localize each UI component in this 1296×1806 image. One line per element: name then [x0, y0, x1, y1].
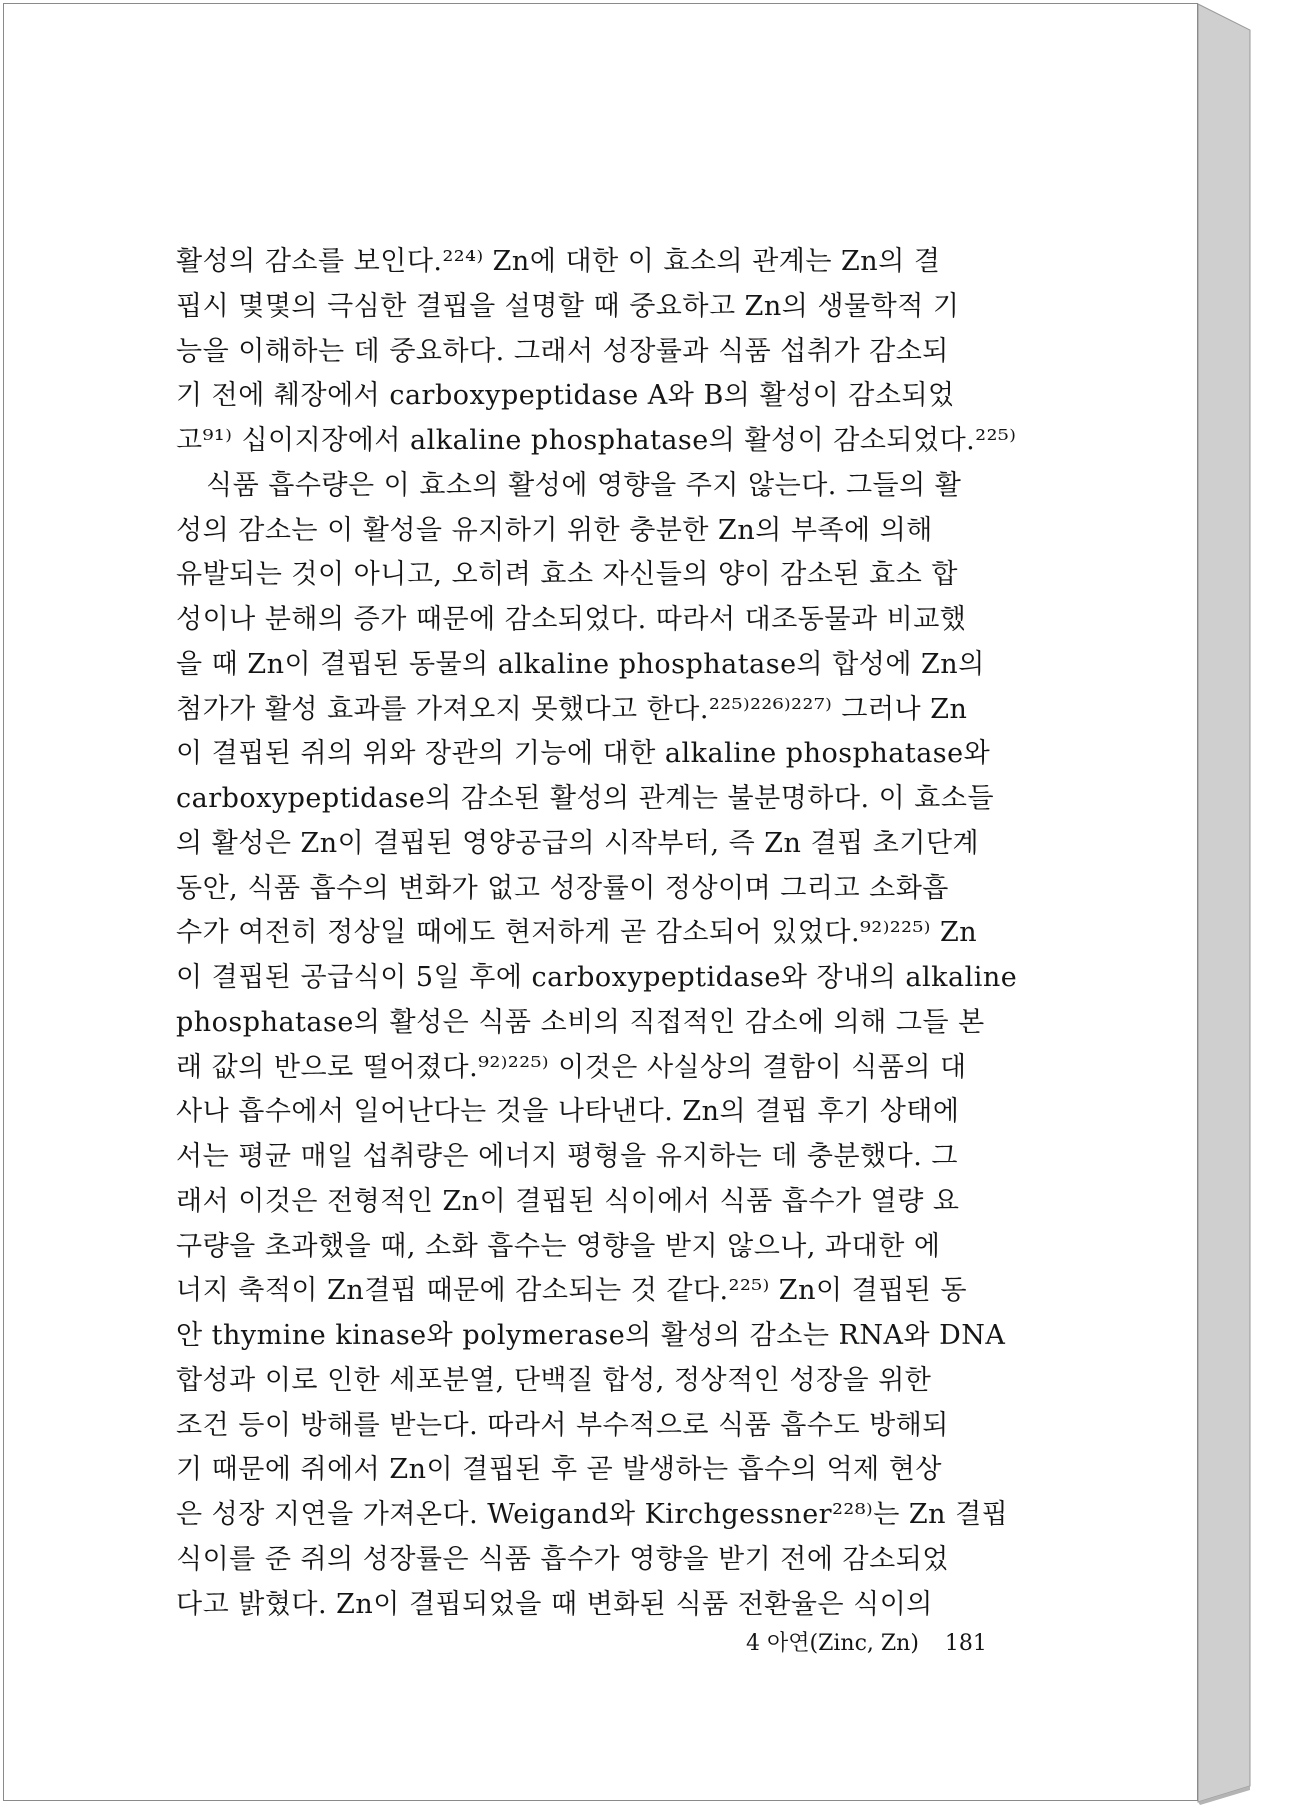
text-line: 첨가가 활성 효과를 가져오지 못했다고 한다.²²⁵⁾²²⁶⁾²²⁷⁾ 그러나 Zn	[176, 693, 968, 725]
text-line: 능을 이해하는 데 중요하다. 그래서 성장률과 식품 섭취가 감소되	[176, 335, 949, 367]
text-line: 수가 여전히 정상일 때에도 현저하게 곧 감소되어 있었다.⁹²⁾²²⁵⁾ Zn	[176, 917, 978, 949]
text-line: 을 때 Zn이 결핍된 동물의 alkaline phosphatase의 합성에 Zn의	[176, 648, 985, 680]
text-line: 활성의 감소를 보인다.²²⁴⁾ Zn에 대한 이 효소의 관계는 Zn의 결	[176, 246, 941, 277]
body-text	[176, 240, 1048, 1627]
text-line: 유발되는 것이 아니고, 오히려 효소 자신들의 양이 감소된 효소 합	[176, 559, 958, 591]
text-line: 너지 축적이 Zn결핍 때문에 감소되는 것 같다.²²⁵⁾ Zn이 결핍된 동	[176, 1275, 968, 1307]
text-line: 합성과 이로 인한 세포분열, 단백질 합성, 정상적인 성장을 위한	[176, 1364, 932, 1396]
text-line: 사나 흡수에서 일어난다는 것을 나타낸다. Zn의 결핍 후기 상태에	[176, 1096, 960, 1128]
running-footer-chapter: 4 아연(Zinc, Zn)	[746, 1631, 919, 1656]
text-line: 성이나 분해의 증가 때문에 감소되었다. 따라서 대조동물과 비교했	[176, 604, 967, 635]
text-line: 의 활성은 Zn이 결핍된 영양공급의 시작부터, 즉 Zn 결핍 초기단계	[176, 827, 980, 859]
text-line: 조건 등이 방해를 받는다. 따라서 부수적으로 식품 흡수도 방해되	[176, 1409, 949, 1441]
text-line: 고⁹¹⁾ 십이지장에서 alkaline phosphatase의 활성이 감소되었다.²²⁵⁾	[176, 425, 1017, 456]
text-line: 구량을 초과했을 때, 소화 흡수는 영향을 받지 않으나, 과대한 에	[176, 1230, 941, 1262]
text-line: 핍시 몇몇의 극심한 결핍을 설명할 때 중요하고 Zn의 생물학적 기	[176, 290, 960, 322]
page-number: 181	[944, 1631, 987, 1656]
text-line: phosphatase의 활성은 식품 소비의 직접적인 감소에 의해 그들 본	[176, 1006, 985, 1038]
text-line: 래서 이것은 전형적인 Zn이 결핍된 식이에서 식품 흡수가 열량 요	[176, 1185, 960, 1217]
text-line: 식이를 준 쥐의 성장률은 식품 흡수가 영향을 받기 전에 감소되었	[176, 1543, 949, 1575]
text-line: 기 때문에 쥐에서 Zn이 결핍된 후 곧 발생하는 흡수의 억제 현상	[176, 1454, 942, 1486]
text-line: 이 결핍된 공급식이 5일 후에 carboxypeptidase와 장내의 alkaline	[176, 962, 1018, 993]
text-line: 동안, 식품 흡수의 변화가 없고 성장률이 정상이며 그리고 소화흡	[176, 872, 949, 904]
text-line: carboxypeptidase의 감소된 활성의 관계는 불분명하다. 이 효소들	[176, 783, 995, 814]
text-line: 서는 평균 매일 섭취량은 에너지 평형을 유지하는 데 충분했다. 그	[176, 1141, 958, 1172]
text-line: 다고 밝혔다. Zn이 결핍되었을 때 변화된 식품 전환율은 식이의	[176, 1588, 933, 1620]
text-line: 성의 감소는 이 활성을 유지하기 위한 충분한 Zn의 부족에 의해	[176, 514, 933, 546]
text-line: 래 값의 반으로 떨어졌다.⁹²⁾²²⁵⁾ 이것은 사실상의 결함이 식품의 대	[176, 1051, 967, 1083]
document-page	[3, 3, 1198, 1801]
text-line: 이 결핍된 쥐의 위와 장관의 기능에 대한 alkaline phosphatase와	[176, 738, 991, 770]
text-line: 안 thymine kinase와 polymerase의 활성의 감소는 RNA와 DNA	[176, 1320, 1006, 1351]
text-line: 은 성장 지연을 가져온다. Weigand와 Kirchgessner²²⁸⁾는 Zn 결핍	[176, 1499, 1009, 1530]
text-line: 기 전에 췌장에서 carboxypeptidase A와 B의 활성이 감소되었	[176, 380, 955, 412]
page-footer	[746, 1626, 987, 1657]
paragraph-start-line: 식품 흡수량은 이 효소의 활성에 영향을 주지 않는다. 그들의 활	[206, 469, 962, 501]
